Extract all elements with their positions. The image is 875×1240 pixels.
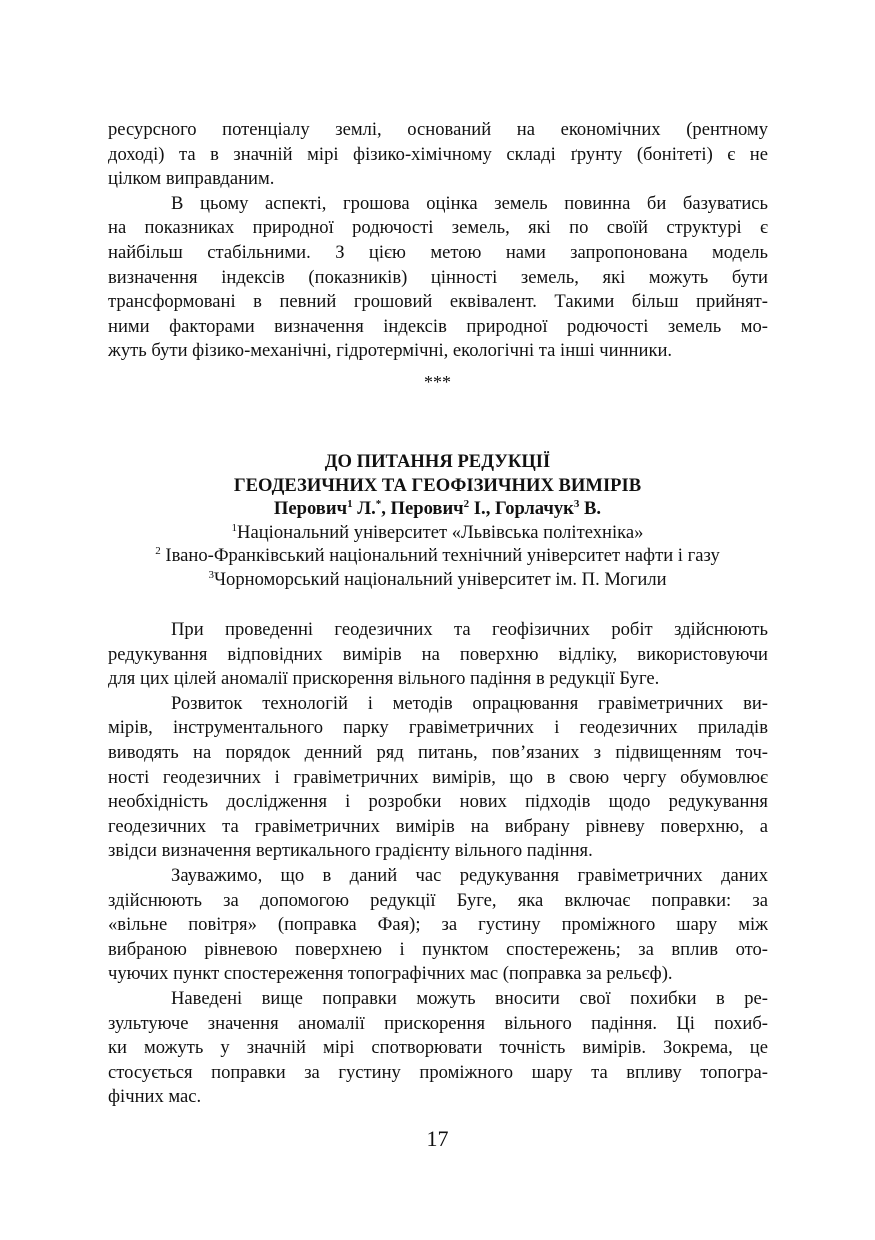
corresponding-mark: * xyxy=(375,498,382,510)
paragraph-line: ки можуть у значній мірі спотворювати точність вимірів. Зокрема, це xyxy=(108,1037,768,1059)
article-header xyxy=(0,450,875,592)
paragraph-line: зультуюче значення аномалії прискорення вільного падіння. Ці похиб- xyxy=(108,1012,768,1034)
paragraph-line: здійснюють за допомогою редукції Буге, яка включає поправки: за xyxy=(108,889,768,911)
paragraph-line: ресурсного потенціалу землі, оснований на економічних (рентному xyxy=(108,119,768,140)
paragraph-line: визначення індексів (показників) цінності земель, які можуть бути xyxy=(108,266,768,288)
paragraph-line: необхідність дослідження і розробки нових підходів щодо редукування xyxy=(108,791,768,813)
paragraph-line: фічних мас. xyxy=(108,1086,202,1108)
affiliation-index: 2 xyxy=(155,545,161,558)
paragraph-line: вибраною рівневою поверхнею і пунктом спостережень; за вплив ото- xyxy=(108,938,768,960)
paragraph-line: «вільне повітря» (поправка Фая); за густину проміжного шару між xyxy=(108,914,768,936)
affiliation-text: Чорноморський національний університет ім. П. Могили xyxy=(213,568,667,590)
paragraph-line: чуючих пункт спостереження топографічних мас (поправка за рельєф). xyxy=(108,963,673,985)
paragraph-line: доході) та в значній мірі фізико-хімічному складі ґрунту (бонітеті) є не xyxy=(108,143,768,165)
paragraph-line: ними факторами визначення індексів природної родючості земель мо- xyxy=(108,315,768,337)
affiliation-index: 3 xyxy=(208,568,214,581)
article-title-line: ДО ПИТАННЯ РЕДУКЦІЇ xyxy=(324,451,551,472)
author-name: Горлачук xyxy=(495,498,574,520)
affiliation xyxy=(0,568,875,592)
paragraph-line: трансформовані в певний грошовий еквівалент. Такими більш прийнят- xyxy=(108,291,768,313)
author-initial: В. xyxy=(579,498,602,520)
affiliation-text: Івано-Франківський національний технічний університет нафти і газу xyxy=(160,545,720,567)
paragraph-line: геодезичних та гравіметричних вимірів на вибрану рівневу поверхню, а xyxy=(108,815,768,837)
affiliation xyxy=(0,521,875,545)
author-name: Перович xyxy=(273,498,348,520)
author-affiliation-index: 1 xyxy=(347,498,353,510)
affiliation xyxy=(0,544,875,568)
article-title-line: ГЕОДЕЗИЧНИХ ТА ГЕОФІЗИЧНИХ ВИМІРІВ xyxy=(233,474,642,496)
paragraph-line: Наведені вище поправки можуть вносити свої похибки в ре- xyxy=(171,987,768,1009)
author-initial: І. xyxy=(469,498,486,520)
affiliation-index: 1 xyxy=(231,521,238,534)
author-separator: , xyxy=(381,498,391,520)
paragraph-line: Розвиток технологій і методів опрацювання гравіметричних ви- xyxy=(171,692,768,714)
section-separator: *** xyxy=(424,372,451,392)
article-authors xyxy=(0,497,875,521)
author-initial: Л. xyxy=(352,498,376,520)
author-affiliation-index: 2 xyxy=(463,498,470,510)
paragraph-line: редукування відповідних вимірів на поверхню відліку, використовуючи xyxy=(108,643,768,665)
paragraph-line: мірів, інструментального парку гравіметричних і геодезичних приладів xyxy=(108,717,768,739)
paragraph-line: стосується поправки за густину проміжного шару та впливу топогра- xyxy=(108,1061,768,1083)
author-name: Перович xyxy=(390,498,464,520)
paragraph-line: на показниках природної родючості земель, які по своїй структурі є xyxy=(108,217,768,239)
paragraph-line: найбільш стабільними. З цією метою нами запропонована модель xyxy=(108,241,768,263)
page-number: 17 xyxy=(426,1126,449,1151)
intro-text xyxy=(108,118,768,364)
paragraph-line: Зауважимо, що в даний час редукування гравіметричних даних xyxy=(171,864,768,886)
affiliation-text: Національний університет «Львівська політехніка» xyxy=(237,521,644,543)
author-affiliation-index: 3 xyxy=(573,498,580,510)
paragraph-line: звідси визначення вертикального градієнту вільного падіння. xyxy=(108,840,593,862)
paragraph-line: В цьому аспекті, грошова оцінка земель повинна би базуватись xyxy=(171,192,768,214)
paragraph-line: виводять на порядок денний ряд питань, пов’язаних з підвищенням точ- xyxy=(108,741,768,763)
paragraph-line: для цих цілей аномалії прискорення вільного падіння в редукції Буге. xyxy=(108,668,660,690)
paragraph-line: ності геодезичних і гравіметричних вимірів, що в свою чергу обумовлює xyxy=(108,766,768,788)
paragraph-line: жуть бути фізико-механічні, гідротермічні, екологічні та інші чинники. xyxy=(108,340,673,362)
paragraph-line: При проведенні геодезичних та геофізичних робіт здійснюють xyxy=(171,619,768,640)
paragraph-line: цілком виправданим. xyxy=(108,168,275,190)
article-body xyxy=(108,618,768,1110)
author-separator: , xyxy=(485,498,495,520)
